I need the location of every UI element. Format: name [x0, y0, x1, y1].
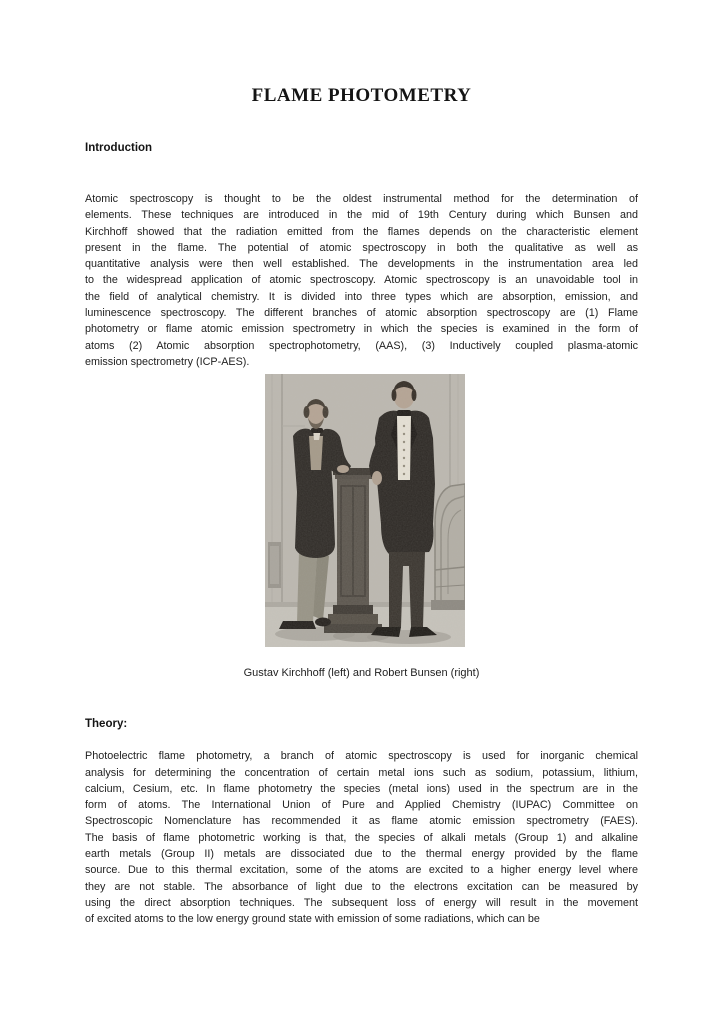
text-line: atoms (2) Atomic absorption spectrophotometry, (AAS), (3) Inductively coupled plasma-atomic [85, 339, 638, 352]
text-line: The basis of flame photometric working is that, the species of alkali metals (Group 1) and alkaline [85, 831, 638, 844]
text-line: elements. These techniques are introduced in the mid of 19th Century during which Bunsen and [85, 209, 638, 222]
figure-kirchhoff-bunsen [243, 374, 480, 680]
text-line: to the widespread application of atomic spectroscopy. Atomic spectroscopy is an unavoidable tool in [85, 274, 638, 287]
section-heading-introduction: Introduction [85, 142, 153, 154]
figure-caption: Gustav Kirchhoff (left) and Robert Bunsen (right) [243, 667, 480, 680]
text-line: the field of analytical chemistry. It is divided into three types which are absorption, emission, and [85, 290, 638, 303]
photo-grain-overlay [265, 374, 465, 647]
text-line: analysis for determining the concentration of certain metal ions such as sodium, potassium, lithium, [85, 766, 638, 779]
text-line: calcium, Cesium, etc. In flame photometry the species (metal ions) used in the spectrum are in the [85, 782, 638, 795]
text-line: using the direct absorption techniques. The subsequent loss of energy will result in the movement [85, 896, 638, 909]
section-heading-theory: Theory: [85, 718, 128, 731]
text-line: of excited atoms to the low energy ground state with emission of some radiations, which can be [85, 913, 540, 926]
text-line: Spectroscopic Nomenclature has recommended it as flame atomic emission spectrometry (FAES). [85, 815, 638, 828]
theory-paragraph [85, 748, 638, 927]
text-line: photometry or flame atomic emission spectrometry in which the species is examined in the form of [85, 323, 638, 336]
text-line: source. Due to this thermal excitation, some of the atoms are excited to a higher energy level where [85, 864, 638, 877]
text-line: Photoelectric flame photometry, a branch of atomic spectroscopy is used for inorganic chemical [85, 750, 638, 763]
text-line: quantitative analysis were then well established. The developments in the instrumentation area led [85, 258, 638, 271]
page-title: FLAME PHOTOMETRY [251, 85, 472, 106]
text-line: present in the flame. The potential of atomic spectroscopy in both the qualitative as well as [85, 241, 638, 254]
text-line: emission spectrometry (ICP-AES). [85, 355, 250, 368]
text-line: they are not stable. The absorbance of light due to the electrons excitation can be measured by [85, 880, 638, 893]
text-line: earth metals (Group II) metals are dissociated due to the thermal energy provided by the flame [85, 848, 638, 861]
introduction-paragraph [85, 191, 638, 370]
document-content [0, 86, 724, 928]
text-line: Atomic spectroscopy is thought to be the oldest instrumental method for the determination of [85, 193, 638, 205]
text-line: form of atoms. The International Union of Pure and Applied Chemistry (IUPAC) Committee on [85, 799, 638, 812]
text-line: luminescence spectroscopy. The different branches of atomic absorption spectroscopy are (1) Flame [85, 307, 638, 320]
kirchhoff-bunsen-photo [265, 374, 465, 647]
text-line: Kirchhoff showed that the radiation emitted from the flames depends on the characteristic element [85, 225, 638, 238]
